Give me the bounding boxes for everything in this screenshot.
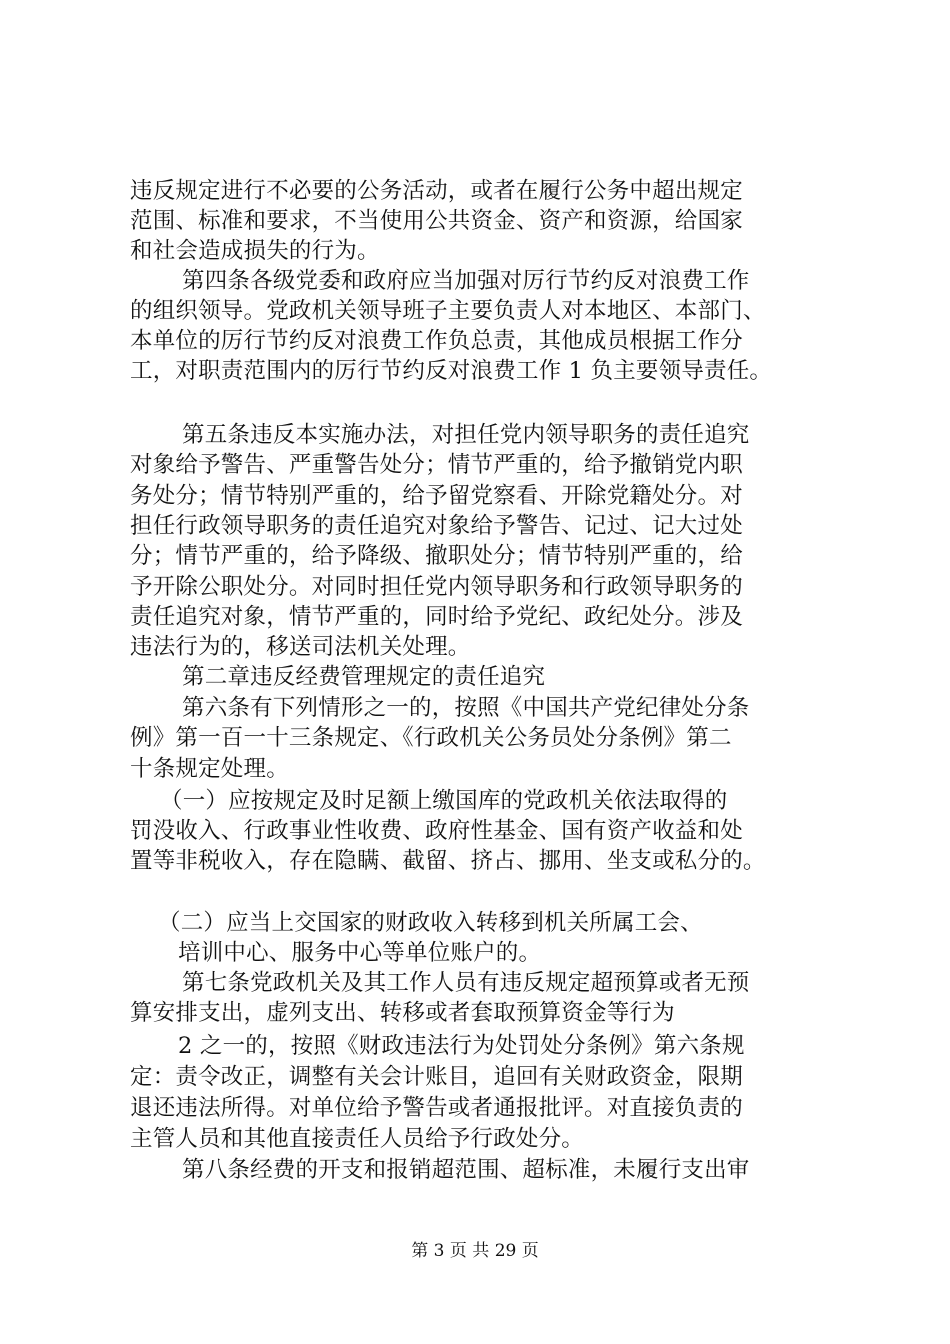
text-line: 本单位的厉行节约反对浪费工作负总责，其他成员根据工作分 bbox=[130, 328, 743, 354]
text-line: 责任追究对象，情节严重的，同时给予党纪、政纪处分。涉及 bbox=[130, 604, 743, 630]
text-line: （一）应按规定及时足额上缴国库的党政机关依法取得的 bbox=[160, 788, 728, 814]
text-line: 担任行政领导职务的责任追究对象给予警告、记过、记大过处 bbox=[130, 513, 743, 539]
text-line: 第四条各级党委和政府应当加强对厉行节约反对浪费工作 bbox=[182, 268, 750, 294]
text-line: 例》第一百一十三条规定、《行政机关公务员处分条例》第二 bbox=[130, 725, 732, 751]
text-line: 务处分；情节特别严重的，给予留党察看、开除党籍处分。对 bbox=[130, 483, 743, 509]
text-line: 违反规定进行不必要的公务活动，或者在履行公务中超出规定 bbox=[130, 178, 743, 204]
text-line: 范围、标准和要求，不当使用公共资金、资产和资源，给国家 bbox=[130, 208, 743, 234]
text-line: 置等非税收入，存在隐瞒、截留、挤占、挪用、坐支或私分的。 bbox=[130, 848, 766, 874]
text-line: 对象给予警告、严重警告处分；情节严重的，给予撤销党内职 bbox=[130, 452, 743, 478]
text-line: 定：责令改正，调整有关会计账目，追回有关财政资金，限期 bbox=[130, 1064, 743, 1090]
text-line: 第六条有下列情形之一的，按照《中国共产党纪律处分条 bbox=[182, 695, 750, 721]
text-line: 和社会造成损失的行为。 bbox=[130, 238, 380, 264]
text-line: 工，对职责范围内的厉行节约反对浪费工作 1 负主要领导责任。 bbox=[130, 358, 773, 384]
text-line: （二）应当上交国家的财政收入转移到机关所属工会、 bbox=[158, 910, 703, 936]
text-line: 培训中心、服务中心等单位账户的。 bbox=[178, 940, 542, 966]
text-line: 十条规定处理。 bbox=[130, 756, 289, 782]
text-line: 分；情节严重的，给予降级、撤职处分；情节特别严重的，给 bbox=[130, 543, 743, 569]
text-line: 予开除公职处分。对同时担任党内领导职务和行政领导职务的 bbox=[130, 574, 743, 600]
chapter-heading: 第二章违反经费管理规定的责任追究 bbox=[182, 664, 546, 690]
text-line: 主管人员和其他直接责任人员给予行政处分。 bbox=[130, 1126, 585, 1152]
text-line: 第八条经费的开支和报销超范围、超标准，未履行支出审 bbox=[182, 1157, 750, 1183]
text-line: 退还违法所得。对单位给予警告或者通报批评。对直接负责的 bbox=[130, 1095, 743, 1121]
text-line: 第五条违反本实施办法，对担任党内领导职务的责任追究 bbox=[182, 422, 750, 448]
text-line: 2 之一的，按照《财政违法行为处罚处分条例》第六条规 bbox=[178, 1033, 745, 1059]
text-line: 罚没收入、行政事业性收费、政府性基金、国有资产收益和处 bbox=[130, 818, 743, 844]
text-line: 算安排支出，虚列支出、转移或者套取预算资金等行为 bbox=[130, 1000, 675, 1026]
page-number-footer: 第 3 页 共 29 页 bbox=[411, 1241, 539, 1261]
text-line: 违法行为的，移送司法机关处理。 bbox=[130, 634, 471, 660]
text-line: 第七条党政机关及其工作人员有违反规定超预算或者无预 bbox=[182, 970, 750, 996]
text-line: 的组织领导。党政机关领导班子主要负责人对本地区、本部门、 bbox=[130, 298, 766, 324]
